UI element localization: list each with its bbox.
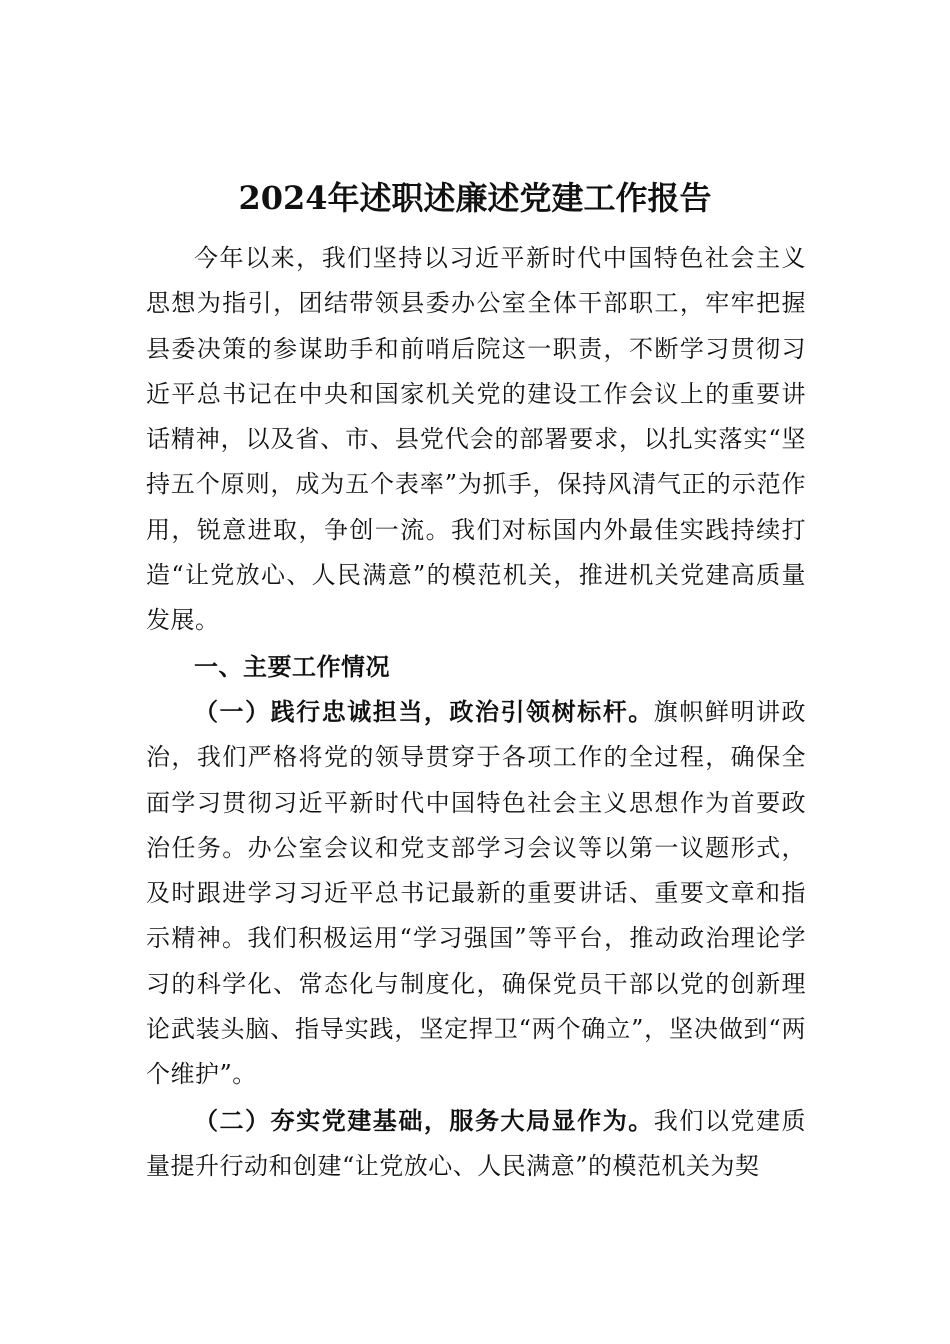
item-paragraph-1: [146, 689, 806, 1098]
section-heading: 一、主要工作情况: [194, 651, 390, 681]
item-2-body: 我们以党建质量提升行动和创建“让党放心、人民满意”的模范机关为契: [146, 1106, 806, 1180]
item-1-body: 旗帜鲜明讲政治，我们严格将党的领导贯穿于各项工作的全过程，确保全面学习贯彻习近平新时代中国特色社会主义思想作为首要政治任务。办公室会议和党支部学习会议等以第一议题形式，及时跟进学习习近平总书记最新的重要讲话、重要文章和指示精神。我们积极运用“学习强国”等平台，推动政治理论学习的科学化、常态化与制度化，确保党员干部以党的创新理论武装头脑、指导实践，坚定捍卫“两个确立”，坚决做到“两个维护”。: [146, 697, 806, 1089]
item-1-lead: （一）践行忠诚担当，政治引领树标杆。: [194, 696, 654, 726]
document-title: 2024年述职述廉述党建工作报告: [238, 179, 712, 217]
intro-paragraph: 今年以来，我们坚持以习近平新时代中国特色社会主义思想为指引，团结带领县委办公室全体干部职工，牢牢把握县委决策的参谋助手和前哨后院这一职责，不断学习贯彻习近平总书记在中央和国家机关党的建设工作会议上的重要讲话精神，以及省、市、县党代会的部署要求，以扎实落实“坚持五个原则，成为五个表率”为抓手，保持风清气正的示范作用，锐意进取，争创一流。我们对标国内外最佳实践持续打造“让党放心、人民满意”的模范机关，推进机关党建高质量发展。: [146, 244, 806, 635]
item-paragraph-2: [146, 1098, 806, 1190]
item-2-lead: （二）夯实党建基础，服务大局显作为。: [194, 1105, 654, 1135]
document-body: [146, 236, 806, 1189]
